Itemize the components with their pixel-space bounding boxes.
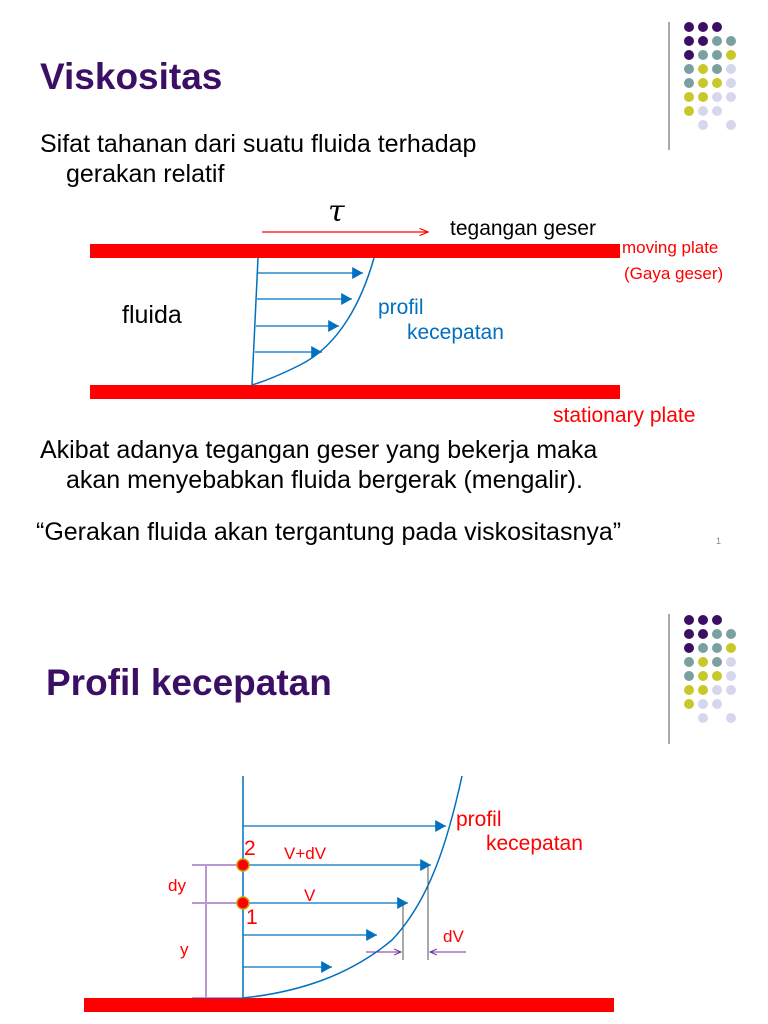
dv-label: dV <box>443 927 464 946</box>
quote-text: “Gerakan fluida akan tergantung pada viskositasnya” <box>36 518 622 546</box>
profile-label-1: profil <box>378 296 424 319</box>
tau-symbol: τ <box>328 194 345 229</box>
moving-plate-label: moving plate <box>622 238 719 257</box>
velocity-profile-curve <box>243 776 462 998</box>
profile-label-2: kecepatan <box>407 321 504 344</box>
slide-title: Viskositas <box>40 56 223 97</box>
v-plus-dv-label: V+dV <box>284 844 327 863</box>
dy-label: dy <box>168 876 186 895</box>
bottom-plate <box>84 998 614 1012</box>
slide-title-2: Profil kecepatan <box>46 662 332 703</box>
profile-label-2: kecepatan <box>486 832 583 855</box>
fluid-label: fluida <box>122 301 182 329</box>
y-label: y <box>180 940 189 959</box>
definition-line-1: Sifat tahanan dari suatu fluida terhadap <box>40 130 477 158</box>
page-number: 1 <box>716 536 722 546</box>
stationary-plate-label: stationary plate <box>553 404 696 427</box>
effect-line-2: akan menyebabkan fluida bergerak (mengalir). <box>66 466 583 494</box>
definition-line-2: gerakan relatif <box>66 160 225 188</box>
point-1-label: 1 <box>246 906 258 929</box>
shear-stress-label: tegangan geser <box>450 217 596 240</box>
shear-force-label: (Gaya geser) <box>624 264 724 283</box>
profile-label-1: profil <box>456 808 502 831</box>
point-2-label: 2 <box>244 837 256 860</box>
v-label: V <box>304 886 316 905</box>
effect-line-1: Akibat adanya tegangan geser yang bekerja maka <box>40 436 598 464</box>
